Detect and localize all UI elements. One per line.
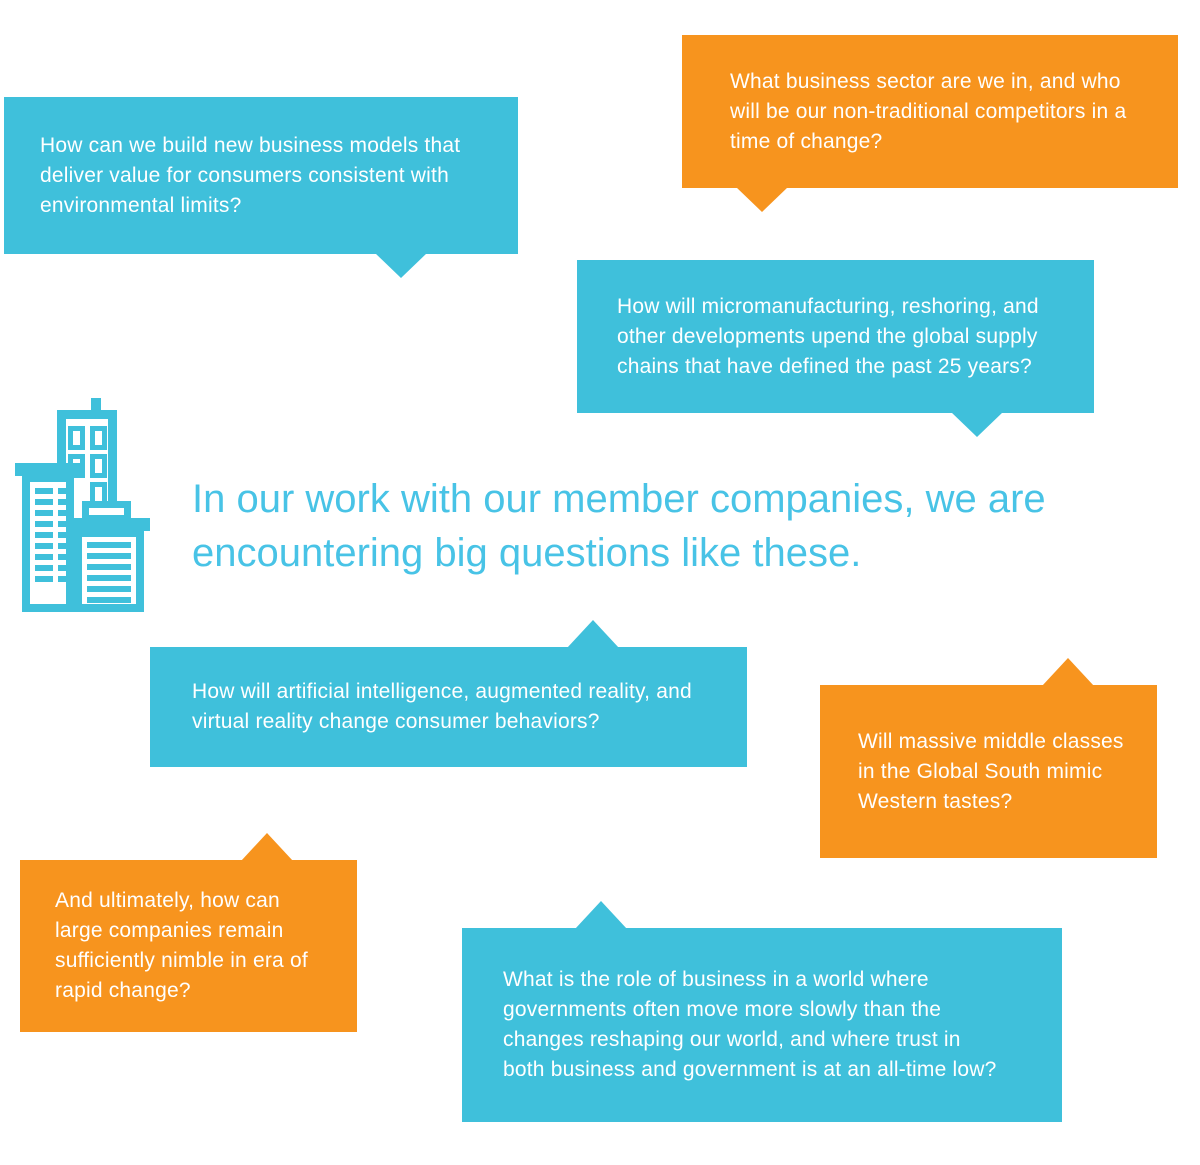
- speech-bubble-supply-chains: [577, 260, 1094, 413]
- speech-bubble-business-sector: [682, 35, 1178, 188]
- speech-bubble-ai-consumer-behaviors: [150, 647, 747, 767]
- speech-bubble-environmental-limits: [4, 97, 518, 254]
- bubble-text-line: both business and government is at an all-time low?: [503, 1058, 997, 1081]
- bubble-text-line: sufficiently nimble in era of: [55, 949, 308, 972]
- bubble-text-line: chains that have defined the past 25 years?: [617, 354, 1032, 378]
- bubble-text-line: virtual reality change consumer behaviors?: [192, 710, 600, 733]
- buildings-icon: [10, 396, 158, 616]
- bubble-text-line: Western tastes?: [858, 789, 1013, 813]
- speech-bubble-global-south: [820, 685, 1157, 858]
- bubble-text-line: What is the role of business in a world where: [503, 968, 929, 991]
- bubble-tail-up: [567, 620, 619, 648]
- bubble-tail-down: [951, 412, 1003, 437]
- bubble-text-line: What business sector are we in, and who: [730, 69, 1121, 93]
- bubble-text-line: will be our non-traditional competitors in a: [730, 99, 1127, 123]
- speech-bubble-role-of-business: [462, 928, 1062, 1122]
- page-title: [192, 472, 1132, 580]
- bubble-text-line: How will micromanufacturing, reshoring, and: [617, 294, 1039, 318]
- bubble-text-line: deliver value for consumers consistent with: [40, 163, 449, 187]
- bubble-text-line: environmental limits?: [40, 193, 242, 217]
- bubble-text-line: in the Global South mimic: [858, 759, 1103, 783]
- bubble-tail-down: [375, 253, 427, 278]
- bubble-text-line: governments often move more slowly than the: [503, 998, 942, 1021]
- bubble-tail-up: [575, 901, 627, 929]
- page-title-line: In our work with our member companies, we are: [192, 477, 1046, 521]
- bubble-text-line: large companies remain: [55, 919, 284, 942]
- bubble-text-line: time of change?: [730, 129, 883, 153]
- bubble-text-line: changes reshaping our world, and where trust in: [503, 1028, 961, 1051]
- bubble-tail-up: [1042, 658, 1094, 686]
- bubble-tail-down: [736, 187, 788, 212]
- bubble-text-line: How will artificial intelligence, augmented reality, and: [192, 680, 692, 703]
- page-title-line: encountering big questions like these.: [192, 531, 862, 575]
- bubble-text-line: And ultimately, how can: [55, 889, 280, 912]
- bubble-text-line: How can we build new business models that: [40, 133, 461, 157]
- bubble-text-line: rapid change?: [55, 979, 191, 1002]
- bubble-text-line: Will massive middle classes: [858, 729, 1124, 753]
- bubble-tail-up: [241, 833, 293, 861]
- bubble-text-line: other developments upend the global supply: [617, 324, 1038, 348]
- speech-bubble-nimble-companies: [20, 860, 357, 1032]
